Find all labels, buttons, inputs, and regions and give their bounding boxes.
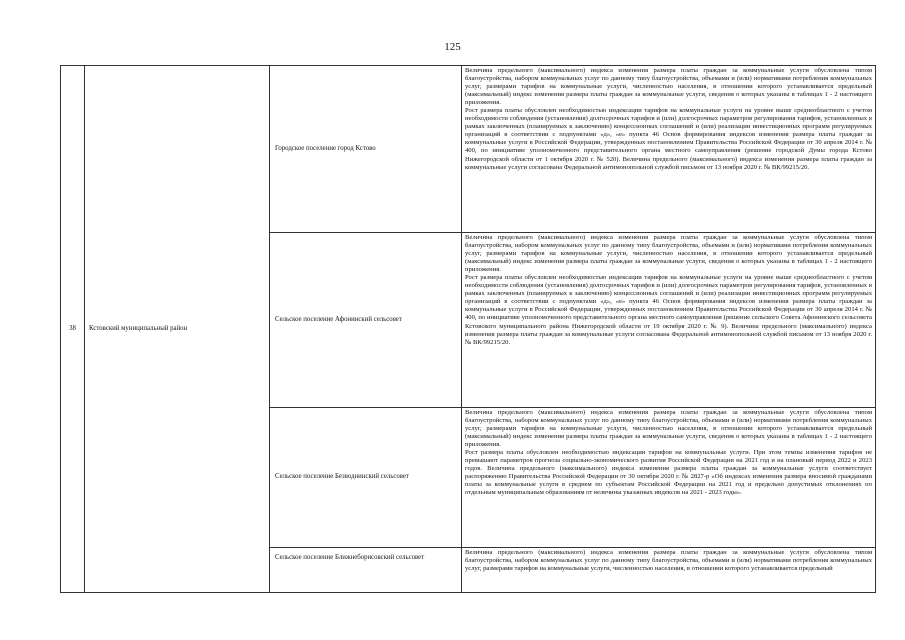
justification-cell <box>462 408 876 548</box>
indices-table <box>60 65 876 593</box>
settlement-cell: Городское поселение город Кстово <box>270 66 462 233</box>
justification-cell <box>462 66 876 233</box>
settlement-cell: Сельское поселение Безводнинский сельсовет <box>270 408 462 548</box>
justification-paragraph: Величина предельного (максимального) индекса изменения размера платы граждан за коммунальные услуги обусловлена типом благоустройства, набором коммунальных услуг по данному типу благоустройства, объемами и (или) нормативами потребления коммунальных услуг, размерами тарифов на коммунальные услуги, численностью населения, в отношении которого устанавливается предельный (максимальный) индекс изменения размера платы граждан за коммунальные услуги, сведения о которых указаны в таблицах 1 - 2 настоящего приложения. <box>465 67 872 107</box>
district-cell: Кстовский муниципальный район <box>85 66 270 593</box>
settlement-cell: Сельское поселение Афонинский сельсовет <box>270 233 462 408</box>
justification-cell <box>462 233 876 408</box>
justification-paragraph: Величина предельного (максимального) индекса изменения размера платы граждан за коммунальные услуги обусловлена типом благоустройства, набором коммунальных услуг по данному типу благоустройства, объемами и (или) нормативами потребления коммунальных услуг, размерами тарифов на коммунальные услуги, численностью населения, в отношении которого устанавливается предельный <box>465 549 872 573</box>
justification-paragraph: Величина предельного (максимального) индекса изменения размера платы граждан за коммунальные услуги обусловлена типом благоустройства, набором коммунальных услуг по данному типу благоустройства, объемами и (или) нормативами потребления коммунальных услуг, размерами тарифов на коммунальные услуги, численностью населения, в отношении которого устанавливается предельный (максимальный) индекс изменения размера платы граждан за коммунальные услуги, сведения о которых указаны в таблицах 1 - 2 настоящего приложения. <box>465 409 872 449</box>
table-row <box>61 66 876 233</box>
justification-paragraph: Рост размера платы обусловлен необходимостью индексации тарифов на коммунальные услуги на уровне выше среднеобластного с учетом необходимости соблюдения (установления) долгосрочных тарифов и (или) долгосрочных параметров регулирования тарифов, установленных в рамках заключенных (планируемых к заключению) концессионных соглашений и (или) реализации инвестиционных программ регулируемых организаций в соответствии с подпунктами «д», «е» пункта 46 Основ формирования индексов изменения размера платы граждан за коммунальные услуги в Российской Федерации, утвержденных постановлением Правительства Российской Федерации от 30 апреля 2014 г. № 400, по инициативе уполномоченного представительного органа местного самоуправления (решение городской Думы города Кстово Нижегородской области от 1 октября 2020 г. № 520). Величина предельного (максимального) индекса изменения размера платы граждан за коммунальные услуги согласована Федеральной антимонопольной службой письмом от 13 ноября 2020 г. № ВК/99215/20. <box>465 107 872 171</box>
justification-cell <box>462 548 876 593</box>
justification-paragraph: Рост размера платы обусловлен необходимостью индексации тарифов на коммунальные услуги на уровне выше среднеобластного с учетом необходимости соблюдения (установления) долгосрочных тарифов и (или) долгосрочных параметров регулирования тарифов, установленных в рамках заключенных (планируемых к заключению) концессионных соглашений и (или) реализации инвестиционных программ регулируемых организаций в соответствии с подпунктами «д», «е» пункта 46 Основ формирования индексов изменения размера платы граждан за коммунальные услуги в Российской Федерации, утвержденных постановлением Правительства Российской Федерации от 30 апреля 2014 г. № 400, по инициативе уполномоченного представительного органа местного самоуправления (решение сельского Совета Афонинского сельсовета Кстовского муниципального района Нижегородской области от 19 октября 2020 г. № 9). Величина предельного (максимального) индекса изменения размера платы граждан за коммунальные услуги согласована Федеральной антимонопольной службой письмом от 13 ноября 2020 г. № ВК/99215/20. <box>465 274 872 346</box>
justification-paragraph: Рост размера платы обусловлен необходимостью индексации тарифов на коммунальные услуги. При этом темпы изменения тарифов не превышают параметров прогноза социально-экономического развития Российской Федерации на 2021 год и на плановый период 2022 и 2023 годов. Величина предельного (максимального) индекса изменения размера платы граждан за коммунальные услуги соответствует распоряжению Правительства Российской Федерации от 30 октября 2020 г. № 2827-р «Об индексах изменения размера вносимой гражданами платы за коммунальные услуги в среднем по субъектам Российской Федерации на 2021 год и предельно допустимых отклонениях по отдельным муниципальным образованиям от величины указанных индексов на 2021 - 2023 годы». <box>465 449 872 497</box>
row-number-cell: 38 <box>61 66 85 593</box>
page-number: 125 <box>444 41 461 53</box>
justification-paragraph: Величина предельного (максимального) индекса изменения размера платы граждан за коммунальные услуги обусловлена типом благоустройства, набором коммунальных услуг по данному типу благоустройства, объемами и (или) нормативами потребления коммунальных услуг, размерами тарифов на коммунальные услуги, численностью населения, в отношении которого устанавливается предельный (максимальный) индекс изменения размера платы граждан за коммунальные услуги, сведения о которых указаны в таблицах 1 - 2 настоящего приложения. <box>465 234 872 274</box>
settlement-cell: Сельское поселение Ближнеборисовский сельсовет <box>270 548 462 593</box>
